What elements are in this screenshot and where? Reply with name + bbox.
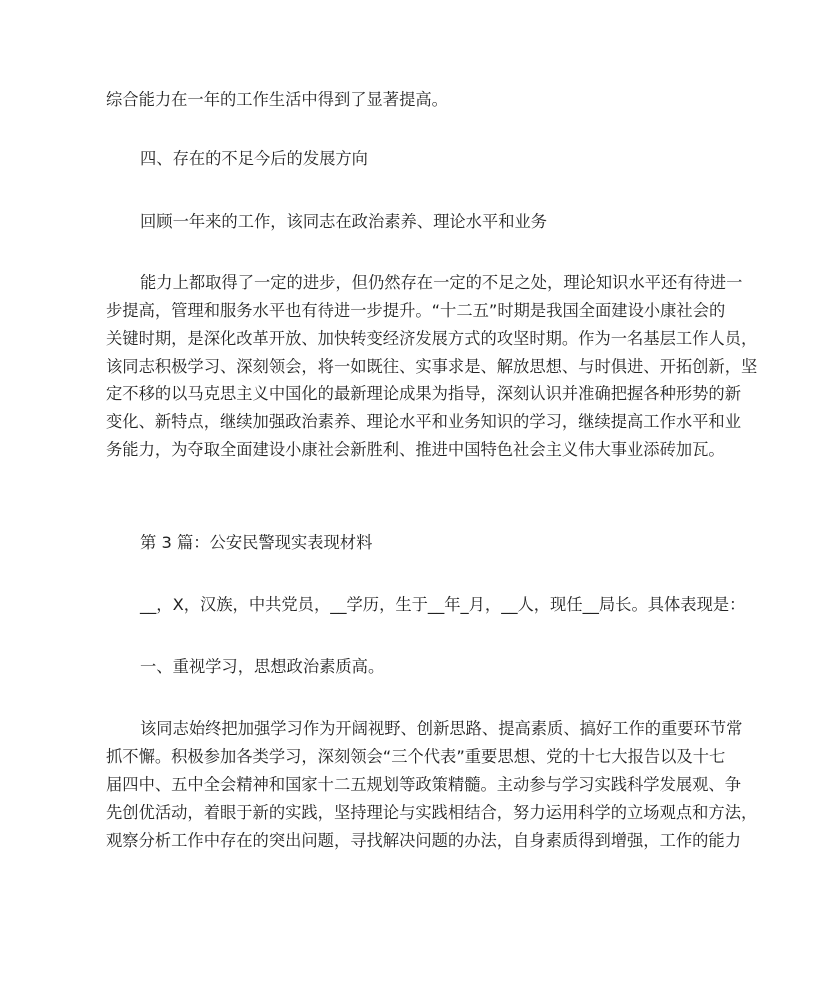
paragraph-line: 观察分析工作中存在的突出问题，寻找解决问题的办法，自身素质得到增强，工作的能力 xyxy=(106,831,741,850)
paragraph-line: 变化、新特点，继续加强政治素养、理论水平和业务知识的学习，继续提高工作水平和业 xyxy=(106,412,741,431)
section-heading: 四、存在的不足今后的发展方向 xyxy=(140,149,368,168)
paragraph-line: 该同志始终把加强学习作为开阔视野、创新思路、提高素质、搞好工作的重要环节常 xyxy=(140,719,743,738)
paragraph-line: 务能力，为夺取全面建设小康社会新胜利、推进中国特色社会主义伟大事业添砖加瓦。 xyxy=(106,440,725,459)
paragraph-line: 抓不懈。积极参加各类学习，深刻领会“三个代表”重要思想、党的十七大报告以及十七 xyxy=(106,747,726,766)
paragraph-line: 关键时期，是深化改革开放、加快转变经济发展方式的攻坚时期。作为一名基层工作人员， xyxy=(106,329,758,348)
paragraph-line: 回顾一年来的工作，该同志在政治素养、理论水平和业务 xyxy=(140,212,548,231)
paragraph-line: 该同志积极学习、深刻领会，将一如既往、实事求是、解放思想、与时俱进、开拓创新，坚 xyxy=(106,357,758,376)
paragraph-line: __，X，汉族，中共党员，__学历，生于__年_月，__人，现任__局长。具体表现是： xyxy=(140,595,746,614)
paragraph-line: 届四中、五中全会精神和国家十二五规划等政策精髓。主动参与学习实践科学发展观、争 xyxy=(106,775,741,794)
article-title: 第 3 篇：公安民警现实表现材料 xyxy=(140,533,373,552)
paragraph-line: 先创优活动，着眼于新的实践，坚持理论与实践相结合，努力运用科学的立场观点和方法， xyxy=(106,803,758,822)
paragraph-line: 定不移的以马克思主义中国化的最新理论成果为指导，深刻认识并准确把握各种形势的新 xyxy=(106,384,741,403)
paragraph-line: 能力上都取得了一定的进步，但仍然存在一定的不足之处，理论知识水平还有待进一 xyxy=(140,273,743,292)
paragraph-line: 步提高，管理和服务水平也有待进一步提升。“十二五”时期是我国全面建设小康社会的 xyxy=(106,301,726,320)
section-heading: 一、重视学习，思想政治素质高。 xyxy=(140,657,385,676)
paragraph-line: 综合能力在一年的工作生活中得到了显著提高。 xyxy=(106,90,448,109)
